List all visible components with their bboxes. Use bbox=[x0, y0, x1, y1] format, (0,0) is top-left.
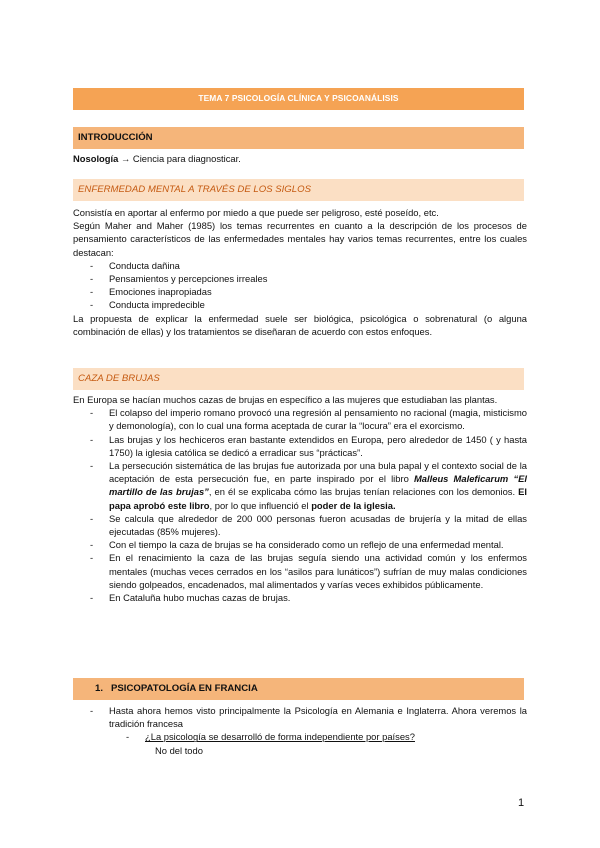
intro-definition bbox=[73, 152, 527, 165]
enfermedad-body bbox=[73, 206, 527, 338]
paragraph: En Europa se hacían muchos cazas de brujas en específico a las mujeres que estudiaban las plantas. bbox=[73, 394, 498, 405]
paragraph: Consistía en aportar al enfermo por miedo a que puede ser peligroso, esté poseído, etc. bbox=[73, 207, 439, 218]
list-item: - En Cataluña hubo muchas cazas de brujas. bbox=[73, 591, 527, 604]
list-item: - En el renacimiento la caza de las brujas seguía siendo una actividad común y los enfermos mentales (muchas veces cerrados en los “asilos para lunáticos”) sufrían de muy malas condiciones siendo golpeados, encadenados, mal alimentados y varías veces exhibidos públicamente. bbox=[73, 551, 527, 591]
nosologia-definition: Ciencia para diagnosticar. bbox=[132, 153, 241, 164]
paragraph: La propuesta de explicar la enfermedad suele ser biológica, psicológica o sobrenatural (o alguna combinación de ellas) y los tratamientos se diseñaran de acuerdo con estos enfoques. bbox=[73, 312, 527, 337]
section-heading-introduccion: INTRODUCCIÓN bbox=[73, 127, 524, 149]
list-item: - Emociones inapropiadas bbox=[73, 285, 527, 298]
list-item: - Con el tiempo la caza de brujas se ha considerado como un reflejo de una enfermedad mental. bbox=[73, 538, 527, 551]
question-item: - ¿La psicología se desarrolló de forma independiente por países? bbox=[126, 731, 415, 743]
list-item: - Pensamientos y percepciones irreales bbox=[73, 272, 527, 285]
section-heading-enfermedad-mental: ENFERMEDAD MENTAL A TRAVÉS DE LOS SIGLOS bbox=[73, 179, 524, 201]
symptom-list bbox=[73, 259, 527, 312]
book-title-spanish: “El martillo de las brujas” bbox=[109, 473, 528, 498]
answer-text: No del todo bbox=[155, 744, 203, 756]
paragraph: Según Maher and Maher (1985) los temas recurrentes en cuanto a la descripción de los procesos de pensamiento característicos de las enfermedades mentales hay varios temas recurrentes, entre los cuales destacan: bbox=[73, 220, 527, 258]
caza-body bbox=[73, 393, 527, 604]
list-item: - La persecución sistemática de las brujas fue autorizada por una bula papal y el contexto social de la aceptación de esta persecución fue, en parte inspirado por el libro Malleus Maleficarum “El martillo de las brujas”, en él se explicaba cómo las brujas tenían relaciones con los demonios. El papa aprobó este libro, por lo que influenció el poder de la iglesia. bbox=[73, 459, 527, 512]
list-item: - Las brujas y los hechiceros eran bastante extendidos en Europa, pero alrededor de 1450 ( y hasta 1750) la iglesia católica se dedicó a erradicar sus “prácticas”. bbox=[73, 433, 527, 459]
list-item: - Hasta ahora hemos visto principalmente la Psicología en Alemania e Inglaterra. Ahora veremos la tradición francesa bbox=[73, 704, 527, 730]
document-title: TEMA 7 PSICOLOGÍA CLÍNICA Y PSICOANÁLISIS bbox=[73, 88, 524, 110]
list-item: - Se calcula que alrededor de 200 000 personas fueron acusadas de brujería y la mitad de ellas ejecutadas (85% mujeres). bbox=[73, 512, 527, 538]
list-item: - El colapso del imperio romano provocó una regresión al pensamiento no racional (magia, misticismo y demonología), con lo cual una forma aceptada de curar la “locura” era el exorcismo. bbox=[73, 406, 527, 432]
francia-body bbox=[73, 704, 527, 757]
arrow-icon: → bbox=[120, 153, 131, 164]
section-heading-caza-de-brujas: CAZA DE BRUJAS bbox=[73, 368, 524, 390]
list-item: - Conducta dañina bbox=[73, 259, 527, 272]
question-text: ¿La psicología se desarrolló de forma independiente por países? bbox=[145, 731, 415, 743]
francia-list bbox=[73, 704, 527, 730]
book-title: Malleus Maleficarum bbox=[414, 473, 509, 485]
list-item: - Conducta impredecible bbox=[73, 298, 527, 311]
nosologia-term: Nosología bbox=[73, 153, 119, 164]
caza-list bbox=[73, 406, 527, 604]
section-heading-psicopatologia-francia: 1. PSICOPATOLOGÍA EN FRANCIA bbox=[73, 678, 524, 700]
page-number: 1 bbox=[518, 797, 525, 809]
